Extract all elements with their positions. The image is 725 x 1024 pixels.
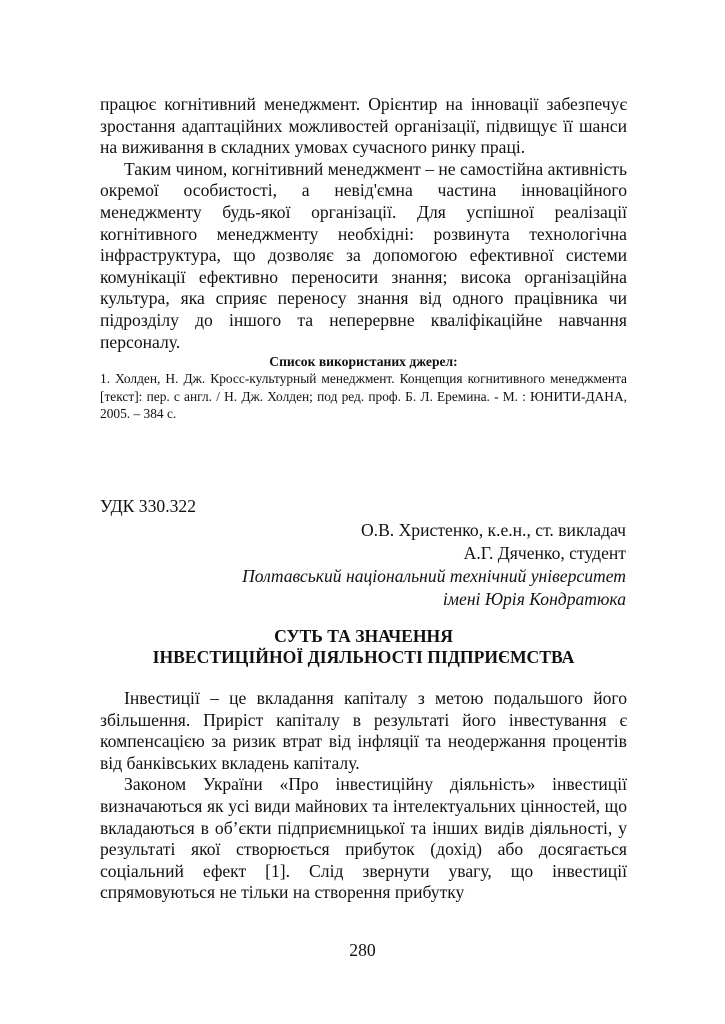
references-heading: Список використаних джерел: (269, 354, 458, 370)
previous-article-ending (100, 94, 627, 423)
title-line: СУТЬ ТА ЗНАЧЕННЯ (274, 626, 453, 646)
paragraph: Інвестиції – це вкладання капіталу з метою подальшого його збільшення. Приріст капіталу в результаті його інвестування є компенсацією за ризик втрат від інфляції та неодержання процентів від банківських вкладень капіталу. (100, 688, 627, 773)
author-line: А.Г. Дяченко, студент (463, 543, 626, 563)
paragraph: працює когнітивний менеджмент. Орієнтир на інновації забезпечує зростання адаптаційних можливостей організації, підвищує її шанси на виживання в складних умовах сучасного ринку праці. (100, 94, 627, 158)
page-number: 280 (349, 940, 376, 960)
reference-item: 1. Холден, Н. Дж. Кросс-культурный менеджмент. Концепция когнитивного менеджмента [текст]: пер. с англ. / Н. Дж. Холден; под ред. проф. Б. Л. Еремина. - М. : ЮНИТИ-ДАНА, 2005. – 384 с. (100, 371, 627, 422)
article-title (100, 626, 627, 668)
udk-code: УДК 330.322 (100, 496, 196, 516)
paragraph: Законом України «Про інвестиційну діяльність» інвестиції визначаються як усі види майнових та інтелектуальних цінностей, що вкладаються в об’єкти підприємницької та інших видів діяльності, у результаті якої створюється прибуток (дохід) або досягається соціальний ефект [1]. Слід звернути увагу, що інвестиції спрямовуються не тільки на створення прибутку (100, 774, 627, 903)
affiliation-line: імені Юрія Кондратюка (442, 589, 626, 609)
title-line: ІНВЕСТИЦІЙНОЇ ДІЯЛЬНОСТІ ПІДПРИЄМСТВА (152, 647, 575, 667)
affiliation-line: Полтавський національний технічний університет (242, 566, 626, 586)
paragraph: Таким чином, когнітивний менеджмент – не самостійна активність окремої особистості, а невід'ємна частина інноваційного менеджменту будь-якої організації. Для успішної реалізації когнітивного менеджменту необхідні: розвинута технологічна інфраструктура, що дозволяє за допомогою ефективної системи комунікації ефективно переносити знання; висока організаційна культура, яка сприяє переносу знання від одного працівника чи підрозділу до іншого та неперервне кваліфікаційне навчання персоналу. (100, 158, 628, 352)
article-authors (242, 519, 626, 611)
author-line: О.В. Христенко, к.е.н., ст. викладач (360, 520, 626, 540)
article-body (100, 688, 627, 904)
